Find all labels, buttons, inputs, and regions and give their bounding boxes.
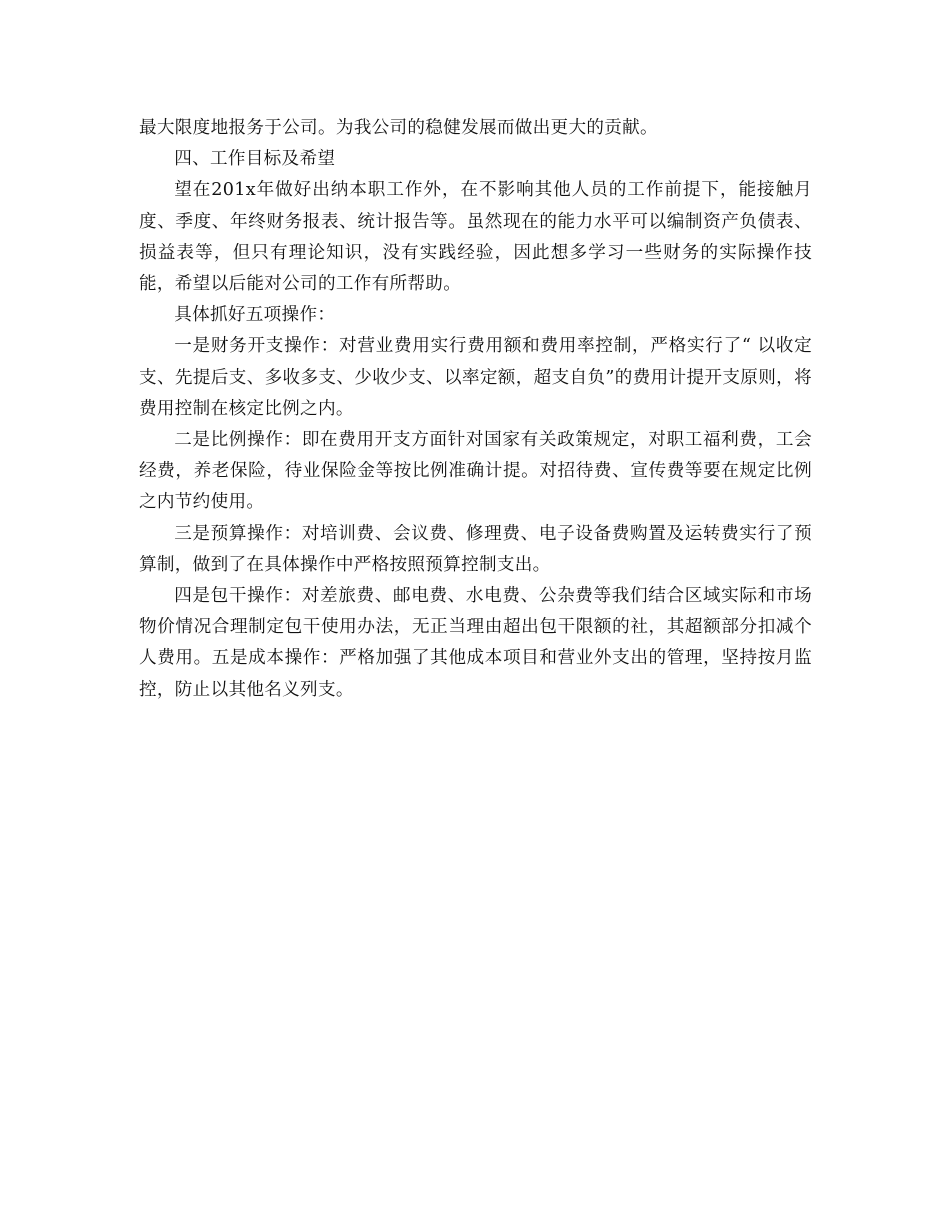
paragraph-five-operations-intro: 具体抓好五项操作： <box>174 305 336 326</box>
paragraph-goals: 望在201x年做好出纳本职工作外，在不影响其他人员的工作前提下，能接触月度、季度、年终财务报表、统计报告等。虽然现在的能力水平可以编制资产负债表、损益表等，但只有理论知识，没有实践经验，因此想多学习一些财务的实际操作技能，希望以后能对公司的工作有所帮助。 <box>139 180 812 295</box>
paragraph-operation-ratio: 二是比例操作：即在费用开支方面针对国家有关政策规定，对职工福利费，工会经费，养老保险，待业保险金等按比例准确计提。对招待费、宣传费等要在规定比例之内节约使用。 <box>139 430 812 513</box>
section-heading-goals: 四、工作目标及希望 <box>174 149 336 170</box>
paragraph-operation-expenditure: 一是财务开支操作：对营业费用实行费用额和费用率控制，严格实行了“ 以收定支、先提后支、多收多支、少收少支、以率定额，超支自负”的费用计提开支原则，将费用控制在核定比例之内。 <box>139 336 812 419</box>
document-body <box>139 113 812 706</box>
paragraph-operation-budget: 三是预算操作：对培训费、会议费、修理费、电子设备费购置及运转费实行了预算制，做到了在具体操作中严格按照预算控制支出。 <box>139 523 812 575</box>
paragraph-continuation: 最大限度地报务于公司。为我公司的稳健发展而做出更大的贡献。 <box>139 118 658 138</box>
paragraph-operation-contract-cost: 四是包干操作：对差旅费、邮电费、水电费、公杂费等我们结合区域实际和市场物价情况合理制定包干使用办法，无正当理由超出包干限额的社，其超额部分扣减个人费用。五是成本操作：严格加强了其他成本项目和营业外支出的管理，坚持按月监控，防止以其他名义列支。 <box>139 586 812 700</box>
